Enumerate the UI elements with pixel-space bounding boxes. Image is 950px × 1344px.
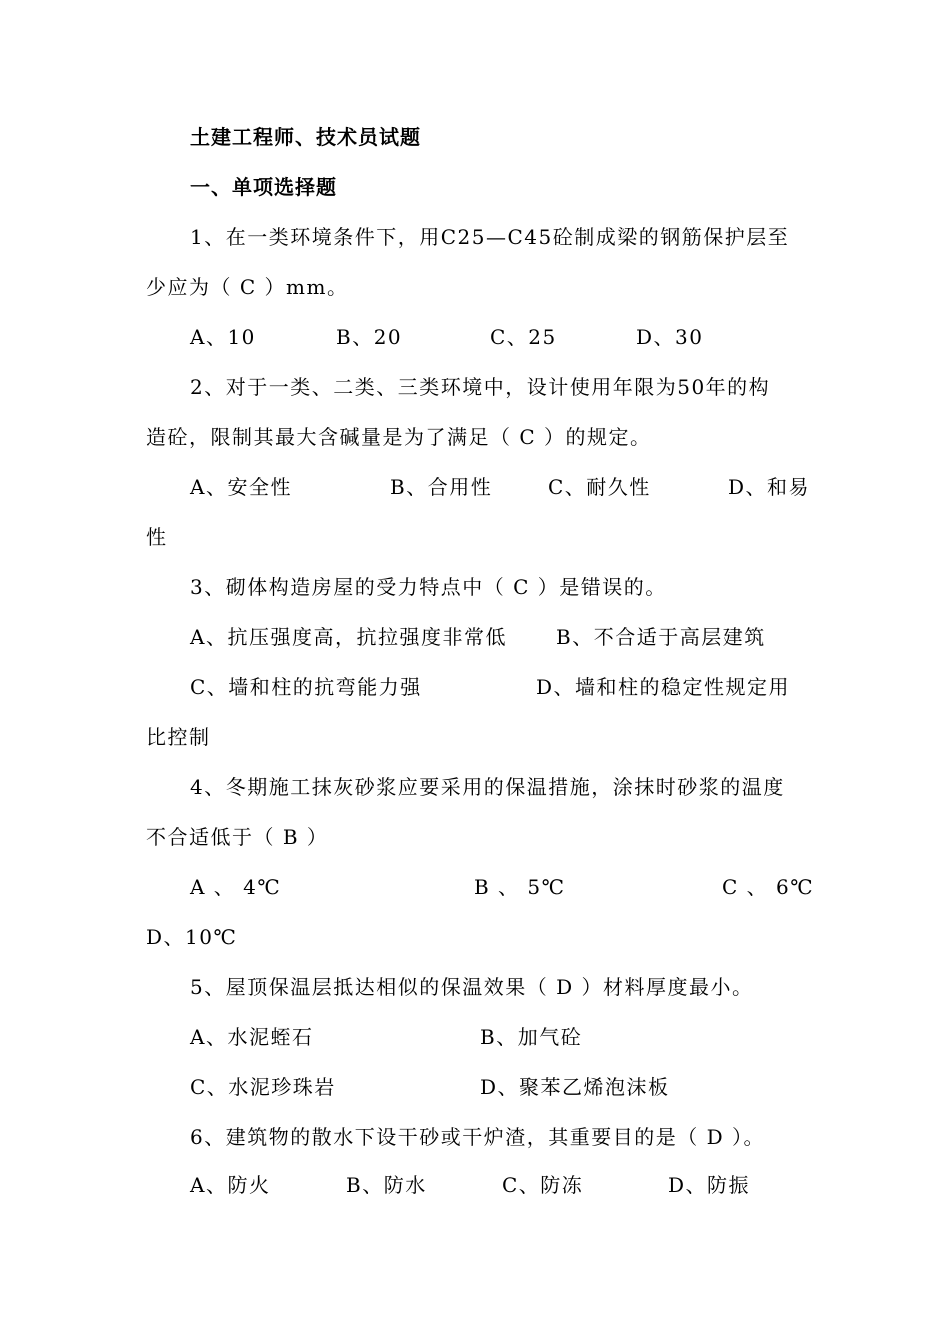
question-2-option-d-continued: 性	[146, 525, 168, 549]
question-3-option-d-continued: 比控制	[146, 725, 211, 749]
question-3-line-1: 3、砌体构造房屋的受力特点中（ C ）是错误的。	[190, 575, 667, 599]
question-4-option-b: B 、 5℃	[474, 875, 566, 899]
question-1-option-c: C、25	[490, 325, 557, 349]
question-2-option-a: A、安全性	[190, 475, 292, 499]
question-3-option-d: D、墙和柱的稳定性规定用	[536, 675, 791, 699]
question-4-option-c: C 、 6℃	[722, 875, 815, 899]
question-3-option-c: C、墙和柱的抗弯能力强	[190, 675, 422, 699]
question-1-option-b: B、20	[336, 325, 403, 349]
question-5-option-b: B、加气砼	[480, 1025, 583, 1049]
question-1-option-d: D、30	[636, 325, 704, 349]
question-5-line-1: 5、屋顶保温层抵达相似的保温效果（ D ）材料厚度最小。	[190, 975, 754, 999]
question-2-line-2: 造砼，限制其最大含碱量是为了满足（ C ）的规定。	[146, 425, 652, 449]
question-2-line-1: 2、对于一类、二类、三类环境中，设计使用年限为50年的构	[190, 375, 771, 399]
question-5-option-c: C、水泥珍珠岩	[190, 1075, 336, 1099]
question-6-option-c: C、防冻	[502, 1173, 584, 1197]
question-4-line-2: 不合适低于（ B ）	[146, 825, 329, 849]
question-6-option-b: B、防水	[346, 1173, 427, 1197]
question-2-option-d: D、和易	[728, 475, 811, 499]
question-4-option-a: A 、 4℃	[190, 875, 282, 899]
section-heading: 一、单项选择题	[190, 175, 337, 199]
question-6-option-d: D、防振	[668, 1173, 751, 1197]
question-6-option-a: A、防火	[190, 1173, 271, 1197]
question-2-option-b: B、合用性	[390, 475, 493, 499]
question-2-option-c: C、耐久性	[548, 475, 651, 499]
question-4-option-d: D、10℃	[146, 925, 238, 949]
question-3-option-a: A、抗压强度高，抗拉强度非常低	[190, 625, 507, 649]
question-3-option-b: B、不合适于高层建筑	[556, 625, 766, 649]
question-1-option-a: A、10	[190, 325, 256, 349]
question-1-line-2: 少应为（ C ）mm。	[146, 275, 349, 299]
question-5-option-a: A、水泥蛭石	[190, 1025, 314, 1049]
question-4-line-1: 4、冬期施工抹灰砂浆应要采用的保温措施，涂抹时砂浆的温度	[190, 775, 785, 799]
question-1-line-1: 1、在一类环境条件下，用C25—C45砼制成梁的钢筋保护层至	[190, 225, 790, 249]
question-5-option-d: D、聚苯乙烯泡沫板	[480, 1075, 670, 1099]
doc-title: 土建工程师、技术员试题	[190, 125, 421, 149]
question-6-line-1: 6、建筑物的散水下设干砂或干炉渣，其重要目的是（ D ）。	[190, 1125, 765, 1149]
